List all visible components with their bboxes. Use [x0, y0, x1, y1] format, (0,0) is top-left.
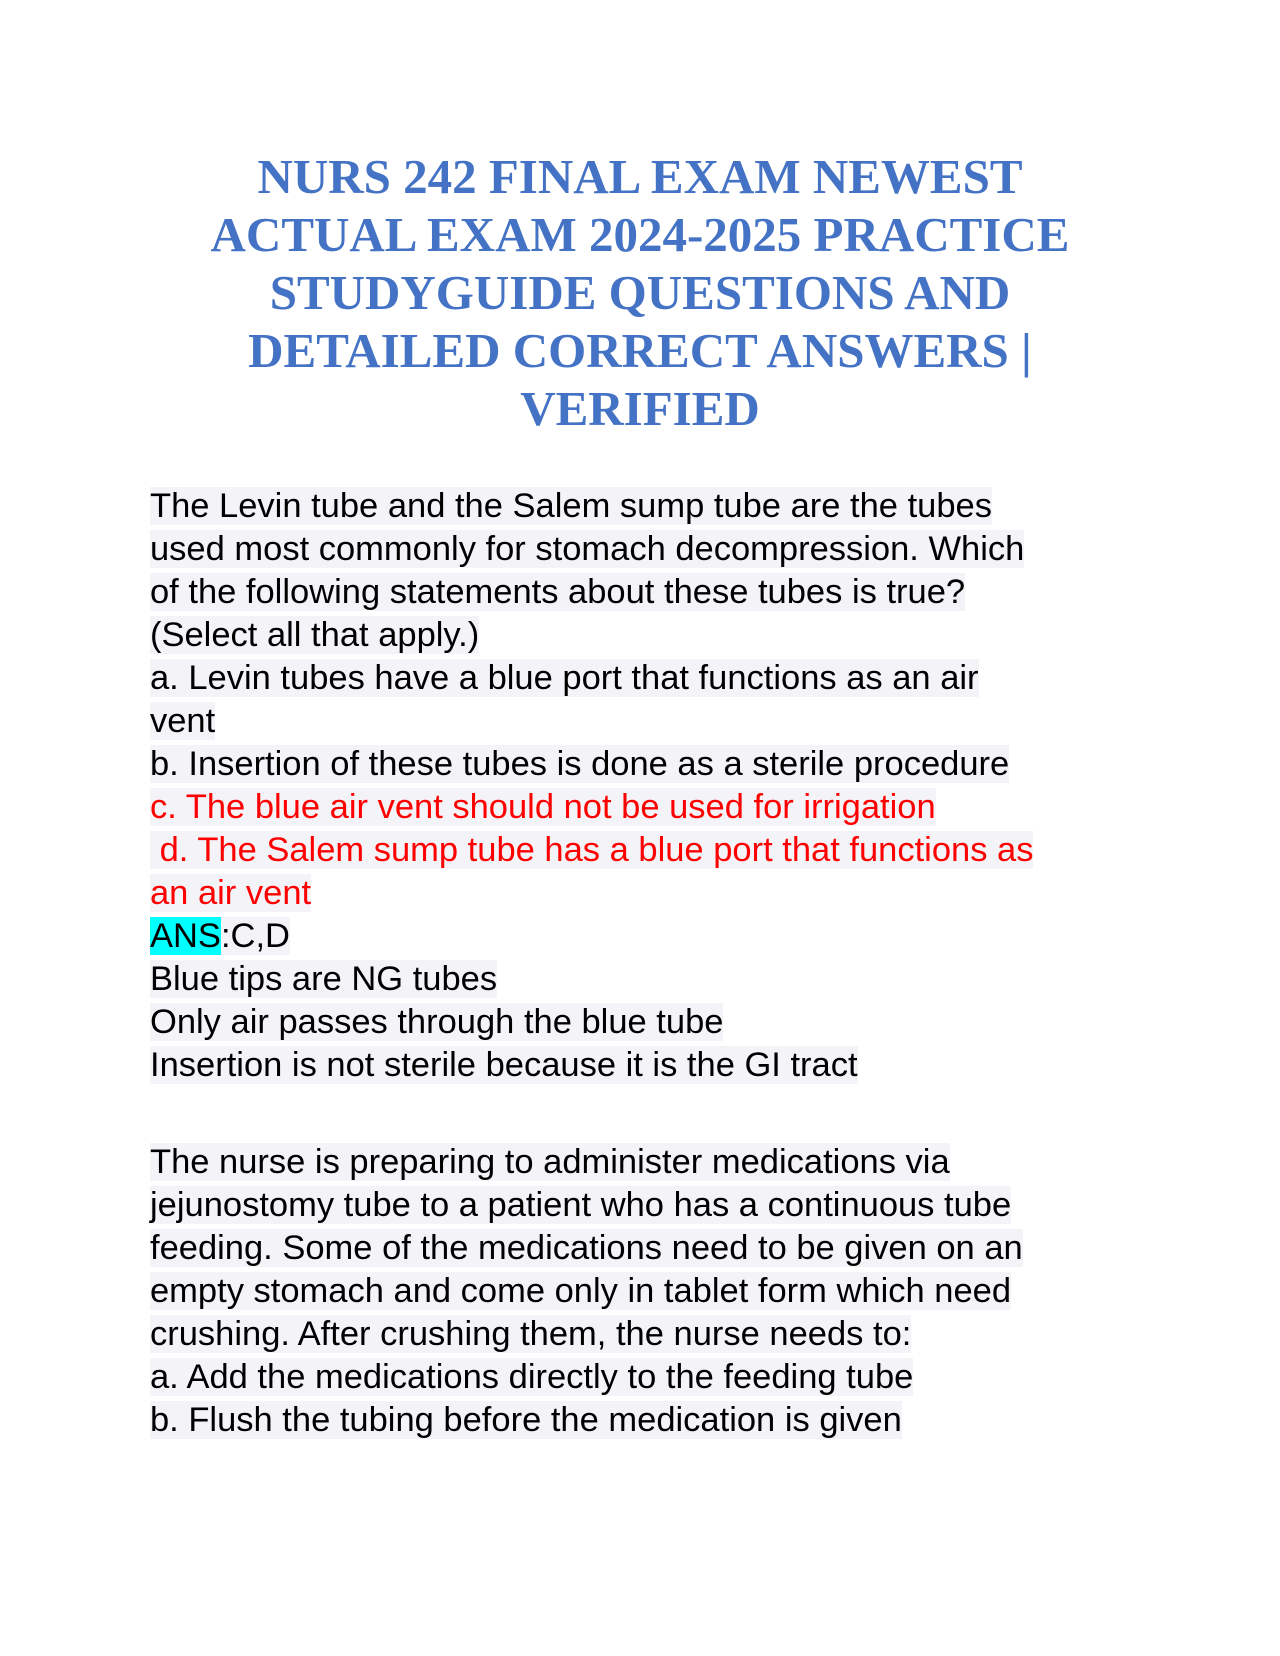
question-2 — [150, 1141, 1150, 1442]
rationale-line: Blue tips are NG tubes — [150, 960, 498, 998]
title-line: NURS 242 FINAL EXAM NEWEST — [257, 149, 1023, 204]
option-c-correct: c. The blue air vent should not be used for irrigation — [150, 788, 936, 826]
question-stem-line: of the following statements about these tubes is true? — [150, 573, 966, 611]
answer-label: ANS — [150, 917, 221, 955]
title-line: VERIFIED — [520, 381, 760, 436]
question-stem-line: feeding. Some of the medications need to be given on an — [150, 1229, 1023, 1267]
title-line: ACTUAL EXAM 2024-2025 PRACTICE — [210, 207, 1070, 262]
question-stem-line: (Select all that apply.) — [150, 616, 480, 654]
rationale-line: Only air passes through the blue tube — [150, 1003, 724, 1041]
question-stem-line: used most commonly for stomach decompression. Which — [150, 530, 1025, 568]
question-1 — [150, 485, 1150, 1087]
option-b: b. Flush the tubing before the medication is given — [150, 1401, 902, 1439]
question-stem-line: The nurse is preparing to administer medications via — [150, 1143, 950, 1181]
option-a-continued: vent — [150, 702, 216, 740]
question-stem-line: empty stomach and come only in tablet form which need — [150, 1272, 1012, 1310]
document-title — [160, 148, 1120, 438]
option-b: b. Insertion of these tubes is done as a sterile procedure — [150, 745, 1010, 783]
option-d-correct: d. The Salem sump tube has a blue port that functions as — [150, 831, 1034, 869]
answer-line — [150, 915, 1150, 958]
question-stem-line: jejunostomy tube to a patient who has a continuous tube — [150, 1186, 1012, 1224]
question-stem-line: The Levin tube and the Salem sump tube are the tubes — [150, 487, 992, 525]
option-a: a. Levin tubes have a blue port that functions as an air — [150, 659, 979, 697]
answer-value: :C,D — [220, 917, 290, 955]
title-line: STUDYGUIDE QUESTIONS AND — [269, 265, 1011, 320]
option-d-continued: an air vent — [150, 874, 312, 912]
question-stem-line: crushing. After crushing them, the nurse needs to: — [150, 1315, 912, 1353]
title-line: DETAILED CORRECT ANSWERS | — [248, 323, 1032, 378]
option-a: a. Add the medications directly to the feeding tube — [150, 1358, 914, 1396]
rationale-line: Insertion is not sterile because it is the GI tract — [150, 1046, 858, 1084]
